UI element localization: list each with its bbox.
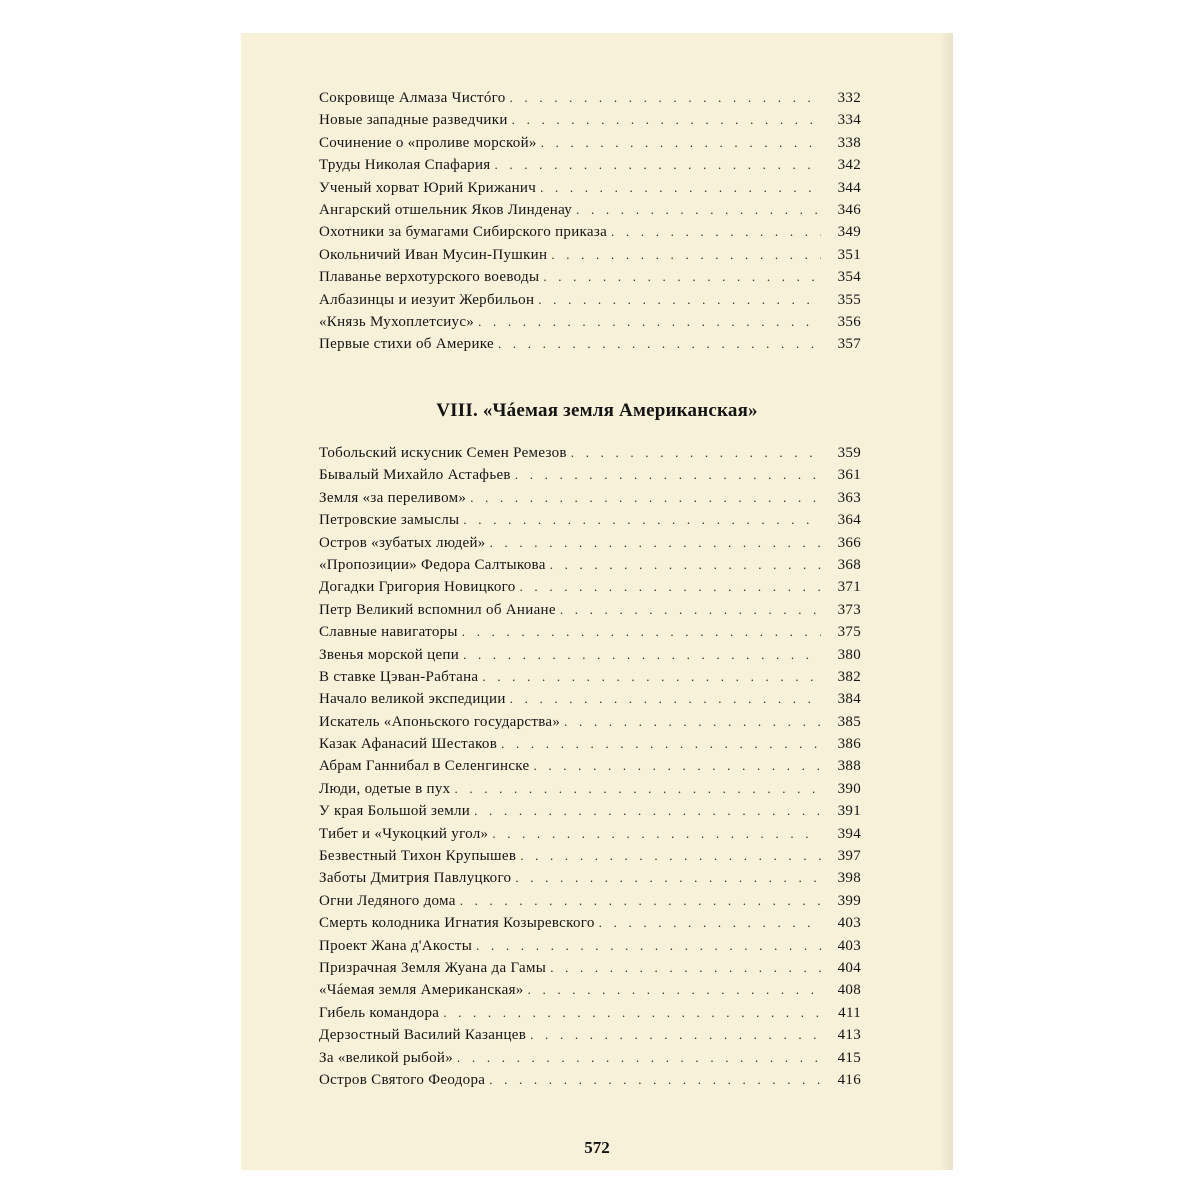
- dot-leader: [515, 464, 821, 486]
- toc-entry: [319, 800, 861, 822]
- toc-entry-title: Ангарский отшельник Яков Линденау: [319, 201, 573, 218]
- toc-entry-page: 391: [837, 803, 861, 820]
- dot-leader: [490, 532, 821, 554]
- toc-entry-page: 398: [837, 870, 861, 887]
- toc-entry-title: Остров Святого Феодора: [319, 1071, 486, 1088]
- dot-leader: [533, 755, 821, 777]
- dot-leader: [512, 109, 821, 131]
- dot-leader: [599, 912, 821, 934]
- toc-entry: [319, 778, 861, 800]
- toc-entry: [319, 1002, 861, 1024]
- toc-entry: [319, 333, 861, 355]
- dot-leader: [560, 599, 821, 621]
- dot-leader: [611, 221, 821, 243]
- dot-leader: [460, 890, 821, 912]
- toc-entry-page: 359: [837, 445, 861, 461]
- toc-entry-page: 394: [837, 825, 861, 842]
- dot-leader: [550, 957, 821, 979]
- dot-leader: [443, 1002, 821, 1024]
- toc-entry-page: 368: [837, 556, 861, 573]
- toc-entry: [319, 1024, 861, 1046]
- toc-entry-title: Славные навигаторы: [319, 624, 458, 641]
- toc-entry-page: 403: [837, 937, 861, 954]
- toc-entry: [319, 666, 861, 688]
- toc-entry: [319, 688, 861, 710]
- toc-entry: [319, 554, 861, 576]
- toc-entry-title: Охотники за бумагами Сибирского приказа: [319, 224, 608, 241]
- toc-entry-page: 366: [837, 534, 861, 551]
- toc-entry-title: Призрачная Земля Жуана да Гамы: [319, 959, 547, 976]
- dot-leader: [454, 778, 821, 800]
- toc-entry-title: Огни Ледяного дома: [319, 892, 456, 909]
- toc-entry: [319, 755, 861, 777]
- toc-entry-page: 371: [837, 579, 861, 596]
- toc-entry-title: В ставке Цэван-Рабтана: [319, 668, 479, 685]
- dot-leader: [476, 935, 821, 957]
- toc-entry-title: За «великой рыбой»: [319, 1049, 454, 1066]
- page-number: 572: [584, 1138, 610, 1157]
- toc-entry-page: 346: [837, 201, 861, 218]
- toc-entry-page: 349: [837, 224, 861, 241]
- toc-entry: [319, 576, 861, 598]
- toc-entry-title: Догадки Григория Новицкого: [319, 579, 516, 596]
- toc-entry: [319, 957, 861, 979]
- toc-entry-page: 385: [837, 713, 861, 730]
- dot-leader: [462, 621, 821, 643]
- toc-entry-page: 375: [837, 624, 861, 641]
- toc-entry: [319, 244, 861, 266]
- dot-leader: [550, 554, 821, 576]
- toc-entry-page: 399: [837, 892, 861, 909]
- toc-entry-page: 403: [837, 915, 861, 932]
- toc-entry-page: 380: [837, 646, 861, 663]
- toc-entry-page: 397: [837, 848, 861, 865]
- toc-entry-title: Земля «за переливом»: [319, 489, 467, 506]
- toc-entry: [319, 979, 861, 1001]
- toc-entry-page: 373: [837, 601, 861, 618]
- toc-entry: [319, 109, 861, 131]
- toc-entry-page: 356: [837, 313, 861, 330]
- toc-entry: [319, 154, 861, 176]
- toc-entry-title: Плаванье верхотурского воеводы: [319, 269, 540, 286]
- toc-entry: [319, 221, 861, 243]
- toc-entry-title: Труды Николая Спафария: [319, 157, 491, 174]
- toc-entry: [319, 823, 861, 845]
- toc-entry-title: Сокровище Алмаза Чистóго: [319, 90, 506, 106]
- toc-entry-page: 357: [837, 336, 861, 353]
- toc-entry-page: 390: [837, 780, 861, 797]
- toc-entry: [319, 199, 861, 221]
- toc-entry: [319, 289, 861, 311]
- toc-entry-title: Заботы Дмитрия Павлуцкого: [319, 870, 512, 887]
- toc-entry-title: Казак Афанасий Шестаков: [319, 736, 498, 753]
- dot-leader: [463, 509, 821, 531]
- toc-entry: [319, 621, 861, 643]
- toc-entry-page: 382: [837, 668, 861, 685]
- toc-entry: [319, 442, 861, 464]
- toc-entry-page: 415: [837, 1049, 861, 1066]
- toc-entry: [319, 266, 861, 288]
- toc-entry-title: Звенья морской цепи: [319, 646, 460, 663]
- dot-leader: [470, 487, 821, 509]
- dot-leader: [489, 1069, 821, 1091]
- toc-entry-title: «Князь Мухоплетсиус»: [319, 313, 475, 330]
- toc-entry-title: «Чáемая земля Американская»: [319, 982, 524, 999]
- toc-entry-title: Искатель «Апоньского государства»: [319, 713, 561, 730]
- toc-entry: [319, 1069, 861, 1091]
- toc-entry: [319, 867, 861, 889]
- toc-entry-title: Петр Великий вспомнил об Аниане: [319, 601, 556, 618]
- toc-entry-page: 354: [837, 269, 861, 286]
- dot-leader: [564, 711, 821, 733]
- toc-entry-title: Начало великой экспедиции: [319, 691, 506, 708]
- book-page: [241, 33, 953, 1170]
- toc-entry-title: Окольничий Иван Мусин-Пушкин: [319, 246, 548, 263]
- dot-leader: [538, 289, 821, 311]
- dot-leader: [576, 199, 821, 221]
- toc-entry: [319, 599, 861, 621]
- toc-entry: [319, 912, 861, 934]
- toc-entry-page: 388: [837, 758, 861, 775]
- toc-entry: [319, 487, 861, 509]
- dot-leader: [482, 666, 821, 688]
- toc-entry-page: 355: [837, 291, 861, 308]
- dot-leader: [474, 800, 821, 822]
- toc-entry-page: 411: [838, 1004, 861, 1021]
- toc-entry-title: Тобольский искусник Семен Ремезов: [319, 445, 567, 461]
- toc-entry-title: «Пропозиции» Федора Салтыкова: [319, 556, 546, 573]
- toc-entry-title: Ученый хорват Юрий Крижанич: [319, 179, 537, 196]
- toc-entry-title: Гибель командора: [319, 1004, 440, 1021]
- dot-leader: [515, 867, 821, 889]
- toc-entry-page: 384: [837, 691, 861, 708]
- toc-entry-page: 361: [837, 467, 861, 484]
- toc-entry-title: У края Большой земли: [319, 803, 471, 820]
- toc-entry-title: Остров «зубатых людей»: [319, 534, 486, 551]
- dot-leader: [457, 1047, 821, 1069]
- dot-leader: [498, 333, 821, 355]
- toc-entry-page: 404: [837, 959, 861, 976]
- dot-leader: [494, 154, 821, 176]
- toc-entry-page: 332: [837, 90, 861, 106]
- dot-leader: [540, 177, 821, 199]
- dot-leader: [528, 979, 821, 1001]
- dot-leader: [543, 266, 821, 288]
- dot-leader: [492, 823, 821, 845]
- toc-entry-page: 386: [837, 736, 861, 753]
- toc-entry: [319, 509, 861, 531]
- toc-entry: [319, 177, 861, 199]
- toc-list-bottom: [319, 442, 861, 1091]
- toc-entry: [319, 733, 861, 755]
- toc-entry-page: 344: [837, 179, 861, 196]
- toc-entry: [319, 890, 861, 912]
- toc-entry-page: 338: [837, 134, 861, 151]
- toc-entry: [319, 644, 861, 666]
- toc-entry: [319, 935, 861, 957]
- toc-list-top: [319, 87, 861, 356]
- toc-entry-title: Проект Жана д'Акосты: [319, 937, 473, 954]
- toc-entry-title: Абрам Ганнибал в Селенгинске: [319, 758, 530, 775]
- dot-leader: [541, 132, 821, 154]
- dot-leader: [463, 644, 821, 666]
- toc-entry-page: 364: [837, 512, 861, 529]
- toc-entry: [319, 711, 861, 733]
- toc-entry-page: 351: [837, 246, 861, 263]
- dot-leader: [510, 87, 821, 109]
- dot-leader: [571, 442, 821, 464]
- toc-entry-title: Бывалый Михайло Астафьев: [319, 467, 511, 484]
- dot-leader: [530, 1024, 821, 1046]
- toc-entry-title: Петровские замыслы: [319, 512, 460, 529]
- toc-entry-page: 363: [837, 489, 861, 506]
- dot-leader: [551, 244, 821, 266]
- dot-leader: [478, 311, 821, 333]
- dot-leader: [510, 688, 821, 710]
- toc-entry: [319, 87, 861, 109]
- toc-entry-page: 416: [837, 1071, 861, 1088]
- toc-entry-title: Люди, одетые в пух: [319, 780, 451, 797]
- toc-entry-page: 413: [837, 1027, 861, 1044]
- dot-leader: [520, 576, 821, 598]
- toc-entry-title: Сочинение о «проливе морской»: [319, 134, 537, 151]
- dot-leader: [520, 845, 821, 867]
- toc-entry: [319, 311, 861, 333]
- dot-leader: [501, 733, 821, 755]
- toc-entry: [319, 464, 861, 486]
- section-title: VIII. «Чáемая земля Американская»: [436, 400, 758, 421]
- toc-entry-page: 334: [837, 112, 861, 129]
- toc-entry-title: Тибет и «Чукоцкий угол»: [319, 825, 489, 842]
- toc-entry: [319, 845, 861, 867]
- toc-entry-title: Албазинцы и иезуит Жербильон: [319, 291, 535, 308]
- toc-entry-page: 408: [837, 982, 861, 999]
- toc-entry: [319, 132, 861, 154]
- toc-entry-title: Дерзостный Василий Казанцев: [319, 1027, 527, 1044]
- toc-entry-page: 342: [837, 157, 861, 174]
- toc-entry-title: Первые стихи об Америке: [319, 336, 494, 353]
- toc-entry: [319, 1047, 861, 1069]
- toc-entry-title: Безвестный Тихон Крупышев: [319, 848, 517, 865]
- toc-entry: [319, 532, 861, 554]
- toc-entry-title: Новые западные разведчики: [319, 112, 508, 129]
- toc-entry-title: Смерть колодника Игнатия Козыревского: [319, 915, 595, 932]
